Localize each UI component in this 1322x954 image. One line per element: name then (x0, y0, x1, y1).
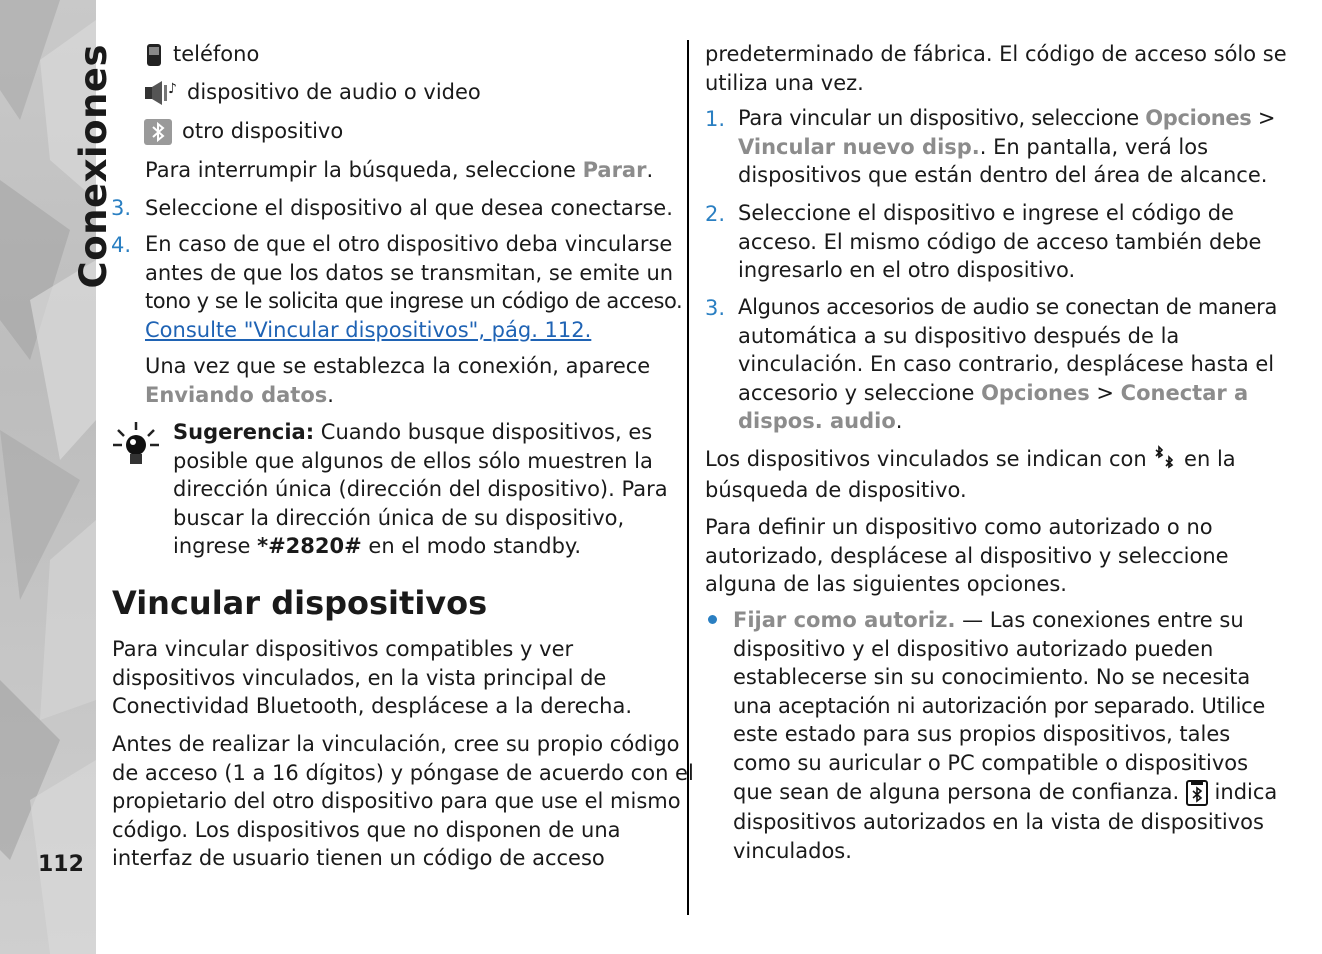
audio-video-icon (144, 79, 180, 107)
paired-devices-icon (1153, 446, 1177, 472)
pair-new-device-keyword: Vincular nuevo disp. (738, 134, 980, 159)
authorized-option-text: Fijar como autoriz. — Las conexiones entre su dispositivo y el dispositivo autorizado pueden establecerse sin su conocimiento. No se necesita una aceptación ni autorización por separado. Utilice este estado para sus propios dispositivos, tales como su auricular o PC compatible o dispositivos que sean de alguna persona de confianza. indica dispositivos autorizados en la vista de dispositivos vinculados. (733, 608, 1278, 863)
authorized-device-icon (1186, 780, 1208, 806)
step-2-text: Seleccione el dispositivo e ingrese el código de acceso. El mismo código de acceso también debe ingresarlo en el otro dispositivo. (738, 201, 1262, 283)
tip-label: Sugerencia: (173, 420, 315, 444)
options-keyword: Opciones (1145, 106, 1252, 130)
item-audio-label: dispositivo de audio o video (187, 80, 481, 104)
item-other-label: otro dispositivo (182, 119, 344, 143)
section-heading: Vincular dispositivos (112, 584, 488, 622)
see-pairing-link[interactable]: Consulte "Vincular dispositivos", pág. 112. (145, 317, 592, 342)
set-authorized-keyword: Fijar como autoriz. (733, 608, 956, 632)
step-4-number: 4. (111, 233, 132, 257)
standby-code: *#2820# (257, 534, 362, 559)
pairing-intro-paragraph: Para vincular dispositivos compatibles y ver dispositivos vinculados, en la vista principal de Conectividad Bluetooth, desplácese a la derecha. (112, 637, 633, 719)
stop-search-text: Para interrumpir la búsqueda, seleccione Parar. (145, 158, 654, 182)
sidebar (0, 0, 115, 954)
authorize-paragraph: Para definir un dispositivo como autorizado o no autorizado, desplácese al dispositivo y seleccione alguna de las siguientes opciones. (705, 515, 1229, 597)
phone-icon (145, 43, 163, 67)
step-4-text: En caso de que el otro dispositivo deba vincularse antes de que los datos se transmitan, se emite un tono y se le solicita que ingrese un código de acceso. Consulte "Vincular dispositivos", pág. 112. (145, 232, 683, 342)
section-title: Conexiones (72, 44, 115, 289)
bluetooth-icon (144, 119, 172, 145)
tip-lightbulb-icon (112, 420, 160, 468)
paired-indicator-paragraph: Los dispositivos vinculados se indican con en la búsqueda de dispositivo. (705, 447, 1236, 502)
right-intro: predeterminado de fábrica. El código de acceso sólo se utiliza una vez. (705, 42, 1287, 95)
step-1-text: Para vincular un dispositivo, seleccione Opciones > Vincular nuevo disp.. En pantalla, verá los dispositivos que están dentro del área de alcance. (738, 106, 1276, 188)
stop-keyword: Parar (582, 158, 647, 182)
item-phone-label: teléfono (173, 42, 260, 66)
sending-data-keyword: Enviando datos (145, 382, 328, 407)
page-number: 112 (38, 852, 84, 877)
step-2-number: 2. (705, 202, 726, 226)
step-3r-text: Algunos accesorios de audio se conectan de manera automática a su dispositivo después de la vinculación. En caso contrario, desplácese hasta el accesorio y seleccione Opciones > Conectar a dispos. audio. (738, 295, 1278, 434)
step-3-text: Seleccione el dispositivo al que desea conectarse. (145, 196, 673, 220)
step-3r-number: 3. (705, 296, 726, 320)
tip-text: Sugerencia: Cuando busque dispositivos, es posible que algunos de ellos sólo muestren la dirección única (dirección del dispositivo). Para buscar la dirección única de su dispositivo, ingrese *#2820# en el modo standby. (173, 420, 668, 559)
svg-text:♪: ♪ (168, 81, 177, 97)
audio-device-keyword: dispos. audio (738, 409, 896, 434)
bullet-dot (708, 615, 717, 624)
connection-text: Una vez que se establezca la conexión, aparece Enviando datos. (145, 354, 651, 407)
passcode-paragraph: Antes de realizar la vinculación, cree su propio código de acceso (1 a 16 dígitos) y póngase de acuerdo con el propietario del otro dispositivo para que use el mismo código. Los dispositivos que no disponen de una interfaz de usuario tienen un código de acceso (112, 732, 694, 871)
step-1-number: 1. (705, 107, 726, 131)
options-keyword-2: Opciones (981, 380, 1090, 405)
connect-audio-keyword: Conectar a (1120, 380, 1249, 405)
step-3-number: 3. (111, 196, 132, 220)
